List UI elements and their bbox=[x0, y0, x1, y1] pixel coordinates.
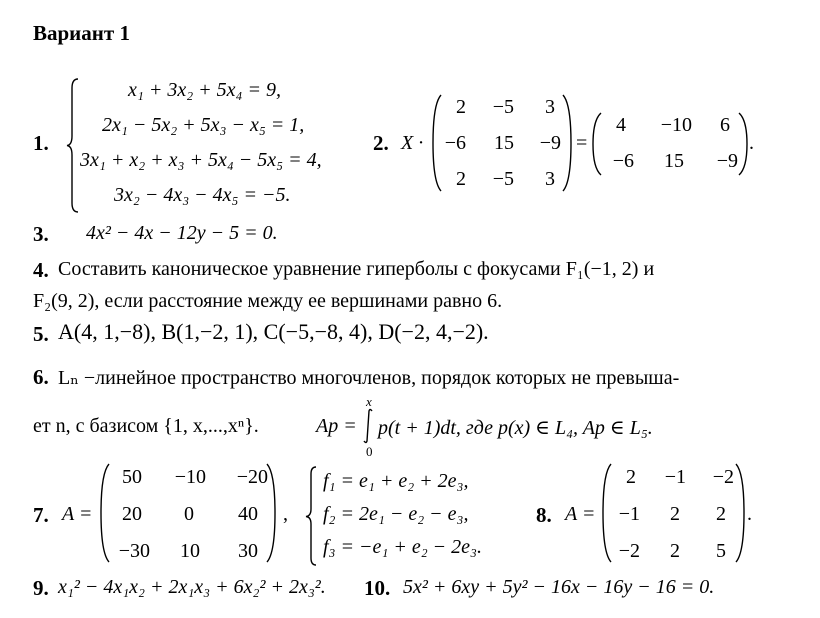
problem-4-number: 4. bbox=[33, 258, 49, 282]
system1-eq-3: 3x₁ + x₂ + x₃ + 5x₄ − 5x₅ = 4, bbox=[80, 149, 322, 171]
problem-8-lhs: A = bbox=[565, 503, 596, 525]
matrix-cell: −5 bbox=[492, 168, 514, 190]
matrix-cell: −2 bbox=[618, 540, 640, 562]
integral-sign-icon bbox=[362, 408, 374, 444]
matrix-right-paren-icon bbox=[735, 463, 745, 563]
matrix-cell: −6 bbox=[444, 132, 466, 154]
matrix-cell: −9 bbox=[539, 132, 561, 154]
matrix-cell: 6 bbox=[720, 114, 730, 136]
problem-10-number: 10. bbox=[364, 576, 391, 600]
matrix-cell: 0 bbox=[184, 503, 194, 525]
system1-eq-1: x₁ + 3x₂ + 5x₄ = 9, bbox=[128, 79, 281, 101]
matrix-cell: −20 bbox=[236, 466, 268, 488]
left-brace-icon bbox=[305, 466, 318, 566]
problem-6-operator: Ap = bbox=[316, 415, 357, 437]
problem-6-line-1: Lₙ −линейное пространство многочленов, порядок которых не превыша- bbox=[58, 367, 680, 389]
basis-f2: f₂ = 2e₁ − e₂ − e₃, bbox=[323, 503, 469, 525]
matrix-right-paren-icon bbox=[562, 94, 572, 192]
problem-3-number: 3. bbox=[33, 222, 49, 246]
matrix-cell: −1 bbox=[664, 466, 686, 488]
matrix-cell: −5 bbox=[492, 96, 514, 118]
problem-8-number: 8. bbox=[536, 503, 552, 527]
problem-2-lhs: X · bbox=[401, 132, 424, 154]
problem-3-equation: 4x² − 4x − 12y − 5 = 0. bbox=[86, 222, 278, 244]
matrix-cell: 2 bbox=[670, 503, 680, 525]
problem-4-line-2: F₂(9, 2), если расстояние между ее вершинами равно 6. bbox=[33, 290, 503, 312]
matrix-cell: 15 bbox=[494, 132, 514, 154]
left-brace-icon bbox=[66, 78, 80, 213]
problem-10-equation: 5x² + 6xy + 5y² − 16x − 16y − 16 = 0. bbox=[403, 576, 715, 598]
problem-2-number: 2. bbox=[373, 131, 389, 155]
integral-upper-limit: x bbox=[366, 394, 372, 409]
problem-9-number: 9. bbox=[33, 576, 49, 600]
problem-4-line-1: Составить каноническое уравнение гиперболы с фокусами F₁(−1, 2) и bbox=[58, 258, 655, 280]
problem-5-points: A(4, 1,−8), B(1,−2, 1), C(−5,−8, 4), D(−2, 4,−2). bbox=[58, 319, 489, 344]
matrix-cell: 15 bbox=[664, 150, 684, 172]
matrix-cell: 2 bbox=[716, 503, 726, 525]
matrix-cell: 30 bbox=[238, 540, 258, 562]
matrix-cell: −6 bbox=[612, 150, 634, 172]
basis-f3: f₃ = −e₁ + e₂ − 2e₃. bbox=[323, 536, 482, 558]
matrix-right-paren-icon bbox=[738, 112, 748, 176]
matrix-cell: 3 bbox=[545, 168, 555, 190]
matrix-cell: 20 bbox=[122, 503, 142, 525]
problem-7-number: 7. bbox=[33, 503, 49, 527]
matrix-cell: −1 bbox=[618, 503, 640, 525]
matrix-cell: −10 bbox=[660, 114, 692, 136]
matrix-cell: 50 bbox=[122, 466, 142, 488]
matrix-cell: −2 bbox=[712, 466, 734, 488]
page-title: Вариант 1 bbox=[33, 21, 130, 45]
matrix-cell: 10 bbox=[180, 540, 200, 562]
problem-6-number: 6. bbox=[33, 365, 49, 389]
matrix-cell: 40 bbox=[238, 503, 258, 525]
matrix-cell: 2 bbox=[456, 96, 466, 118]
problem-9-quadratic-form: x₁² − 4x₁x₂ + 2x₁x₃ + 6x₂² + 2x₃². bbox=[58, 576, 326, 598]
integral-lower-limit: 0 bbox=[366, 444, 373, 459]
problem-6-line-2c: p(t + 1)dt, где p(x) ∈ L₄, Ap ∈ L₅. bbox=[378, 417, 653, 439]
system1-eq-2: 2x₁ − 5x₂ + 5x₃ − x₅ = 1, bbox=[102, 114, 305, 136]
problem-1-number: 1. bbox=[33, 131, 49, 155]
matrix-cell: 5 bbox=[716, 540, 726, 562]
problem-7-lhs: A = bbox=[62, 503, 93, 525]
matrix-cell: −10 bbox=[174, 466, 206, 488]
equals-sign: = bbox=[576, 132, 588, 154]
comma: , bbox=[283, 503, 288, 525]
matrix-cell: −30 bbox=[118, 540, 150, 562]
matrix-cell: 2 bbox=[456, 168, 466, 190]
period: . bbox=[747, 503, 752, 525]
problem-5-number: 5. bbox=[33, 322, 49, 346]
matrix-cell: 3 bbox=[545, 96, 555, 118]
period: . bbox=[749, 132, 754, 154]
system1-eq-4: 3x₂ − 4x₃ − 4x₅ = −5. bbox=[114, 184, 291, 206]
problem-6-line-2a: ет n, с базисом {1, x,...,xⁿ}. bbox=[33, 415, 259, 437]
matrix-right-paren-icon bbox=[266, 463, 276, 563]
matrix-cell: 2 bbox=[626, 466, 636, 488]
matrix-cell: −9 bbox=[716, 150, 738, 172]
matrix-cell: 4 bbox=[616, 114, 626, 136]
matrix-cell: 2 bbox=[670, 540, 680, 562]
basis-f1: f₁ = e₁ + e₂ + 2e₃, bbox=[323, 470, 469, 492]
